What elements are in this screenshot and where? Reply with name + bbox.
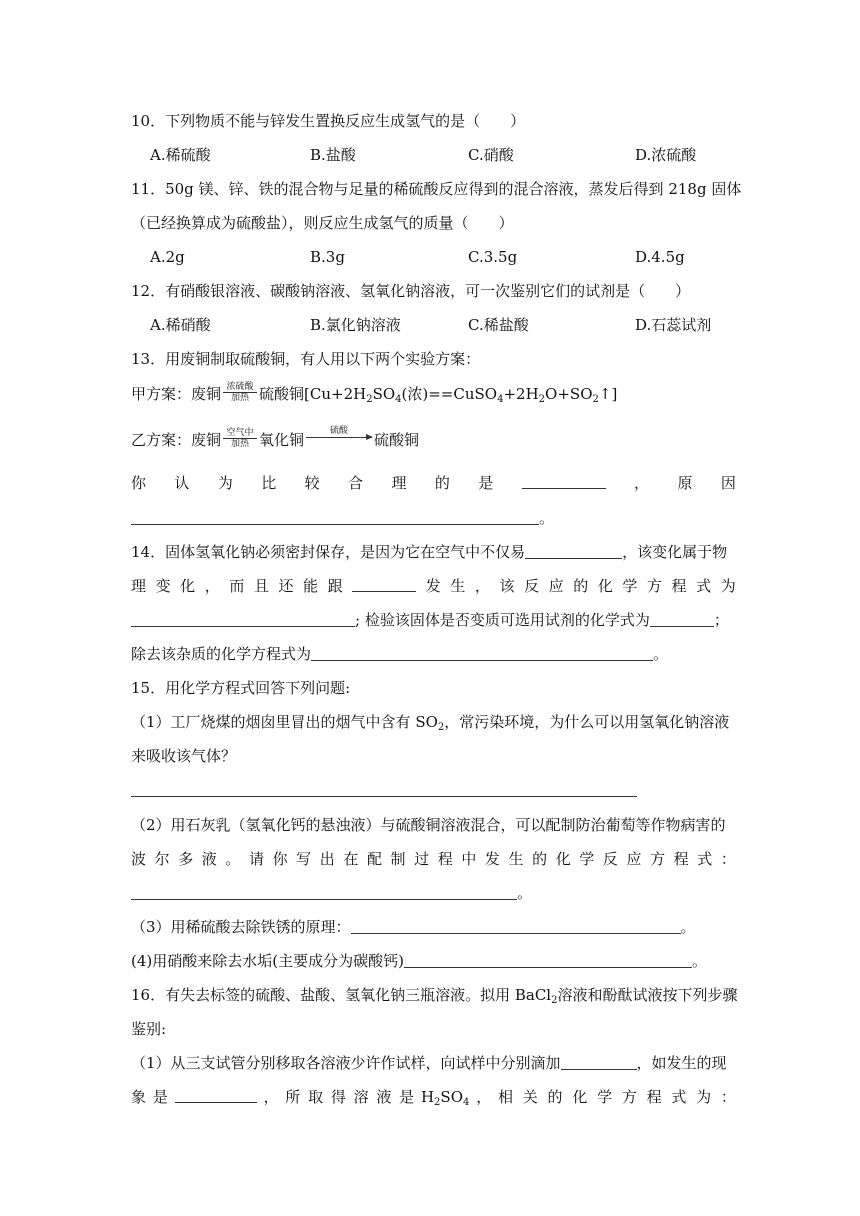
q12-options [150,315,740,335]
q13-reason-line: 。 [131,508,736,528]
q14-line3: ; 检验该固体是否变质可选用试剂的化学式为 ； [131,610,736,630]
q12-option-d[interactable]: D.石蕊试剂 [635,316,712,334]
q14-line4: 除去该杂质的化学方程式为 。 [131,645,669,663]
q16-blank-1[interactable] [561,1054,637,1070]
q12-option-b[interactable]: B.氯化钠溶液 [310,316,401,334]
q15-blank-3[interactable] [351,918,681,934]
q14-blank-4[interactable] [650,611,714,627]
q11-option-b[interactable]: B.3g [310,248,345,266]
q16-blank-2[interactable] [175,1087,257,1103]
q15-p4: (4)用硝酸来除去水垢(主要成分为碳酸钙) 。 [131,952,707,970]
plan-b-arrow-top: 硫酸 [330,426,349,436]
q10-stem: 10．下列物质不能与锌发生置换反应生成氢气的是（ ） [131,112,526,130]
q15-p2-line2: 波 尔 多 液 。 请 你 写 出 在 配 制 过 程 中 发 生 的 化 学 反 应 方 程 式 ： [131,850,736,868]
plan-b-cond-bottom: 加热 [231,438,250,449]
q13-answer-blank[interactable] [522,473,606,489]
q11-options [150,247,740,267]
q14-line1: 14．固体氢氧化钠必须密封保存，是因为它在空气中不仅易 ，该变化属于物 [131,543,728,561]
q14-blank-3[interactable] [131,611,355,627]
plan-a-reaction-arrow [223,382,257,403]
q12-stem: 12．有硝酸银溶液、碳酸钠溶液、氢氧化钠溶液，可一次鉴别它们的试剂是（ ） [131,282,691,300]
q13-question-line: 你 认 为 比 较 合 理 的 是 ， 原 因 [131,474,736,492]
plan-a-cond-top: 浓硫酸 [226,381,254,392]
q15-p1-line1: （1）工厂烧煤的烟囱里冒出的烟气中含有 $SO_2$，常污染环境，为什么可以用氢氧化钠溶液 [131,713,730,733]
plan-b-cond-top: 空气中 [226,427,254,438]
plan-a-equation: 硫酸铜[$Cu+2H_2SO_4$(浓)$==CuSO_4+2H_2O+SO_2↑$] [259,385,618,405]
q15-blank-4[interactable] [404,952,692,968]
q10-options [150,145,740,165]
q16-line1: 16．有失去标签的硫酸、盐酸、氢氧化钠三瓶溶液。拟用 BaCl$_2$溶液和酚酞试液按下列步骤 [131,986,738,1006]
q16-line2: 鉴别: [131,1020,167,1038]
q13-reason-blank[interactable] [131,509,539,525]
q14-blank-2[interactable] [352,576,416,592]
q14-blank-1[interactable] [525,543,622,559]
q10-option-c[interactable]: C.硝酸 [468,146,514,164]
q11-option-c[interactable]: C.3.5g [468,248,518,266]
plan-a-cond-bottom: 加热 [231,392,250,403]
q11-line2: （已经换算成为硫酸盐），则反应生成氢气的质量（ ） [131,214,514,232]
q15-p3: （3）用稀硫酸去除铁锈的原理： 。 [131,918,696,936]
q10-option-d[interactable]: D.浓硫酸 [635,146,697,164]
q16-p1-line2: 象 是 ， 所 取 得 溶 液 是 $H_2SO_4$ ， 相 关 的 化 学 方 程 式 为 ： [131,1088,736,1108]
plan-b-long-arrow [306,426,372,448]
q10-option-b[interactable]: B.盐酸 [310,146,356,164]
q13-plan-b [131,426,736,456]
q12-option-a[interactable]: A.稀硝酸 [150,316,211,334]
q15-p2-line1: （2）用石灰乳（氢氧化钙的悬浊液）与硫酸铜溶液混合，可以配制防治葡萄等作物病害的 [131,816,726,834]
q15-blank-2[interactable] [131,884,517,900]
q10-option-a[interactable]: A.稀硫酸 [150,146,211,164]
q14-blank-5[interactable] [311,645,653,661]
q13-plan-a [131,381,736,410]
q15-p1-answer-line [131,780,736,800]
q15-p2-answer-line: 。 [131,883,736,903]
plan-a-label: 甲方案：废铜 [131,385,222,403]
plan-b-reaction-arrow [223,428,257,449]
plan-b-product: 硫酸铜 [374,431,420,449]
q12-option-c[interactable]: C.稀盐酸 [468,316,529,334]
plan-b-label: 乙方案：废铜 [131,431,222,449]
q15-blank-1[interactable] [131,781,637,797]
q16-p1-line1: （1）从三支试管分别移取各溶液少许作试样，向试样中分别滴加 ，如发生的现 [131,1054,727,1072]
plan-b-mid: 氧化铜 [259,431,305,449]
q11-line1: 11．50g 镁、锌、铁的混合物与足量的稀硫酸反应得到的混合溶液，蒸发后得到 218g 固体 [131,180,742,198]
q15-stem: 15．用化学方程式回答下列问题: [131,679,351,697]
q13-stem: 13．用废铜制取硫酸铜，有人用以下两个实验方案： [131,350,481,368]
q11-option-d[interactable]: D.4.5g [635,248,685,266]
q15-p1-line2: 来吸收该气体？ [131,747,237,765]
q11-option-a[interactable]: A.2g [150,248,185,266]
q14-line2: 理 变 化 ， 而 且 还 能 跟 发 生 ， 该 反 应 的 化 学 方 程 式 为 [131,577,736,595]
